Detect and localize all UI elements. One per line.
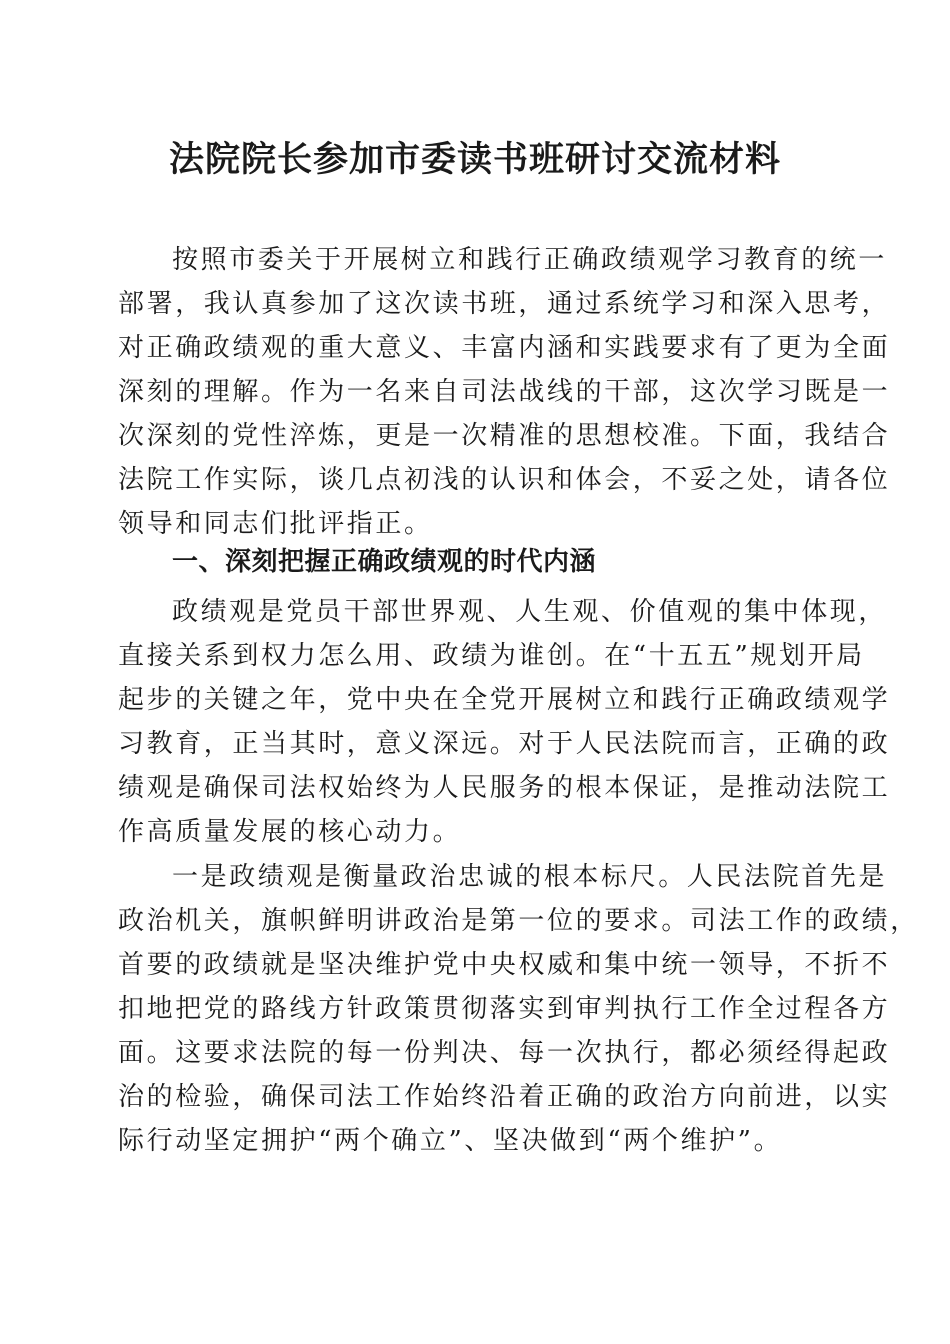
document-title: 法院院长参加市委读书班研讨交流材料 [168, 139, 781, 180]
section-heading-1: 一、深刻把握正确政绩观的时代内涵 [172, 547, 597, 577]
paragraph-intro [118, 238, 891, 546]
paragraph-line: 政绩观是党员干部世界观、人生观、价值观的集中体现， [172, 597, 888, 627]
paragraph-line: 政治机关，旗帜鲜明讲政治是第一位的要求。司法工作的政绩， [118, 906, 919, 936]
paragraph-section-1 [118, 590, 891, 854]
paragraph-line: 首要的政绩就是坚决维护党中央权威和集中统一领导，不折不 [118, 950, 891, 980]
paragraph-line: 直接关系到权力怎么用、政绩为谁创。在“十五五”规划开局 [118, 641, 865, 671]
paragraph-line: 法院工作实际，谈几点初浅的认识和体会，不妥之处，请各位 [118, 465, 891, 495]
paragraph-line: 部署，我认真参加了这次读书班，通过系统学习和深入思考， [118, 289, 891, 319]
paragraph-line: 起步的关键之年，党中央在全党开展树立和践行正确政绩观学 [118, 685, 891, 715]
paragraph-line: 面。这要求法院的每一份判决、每一次执行，都必须经得起政 [118, 1038, 891, 1068]
paragraph-line: 按照市委关于开展树立和践行正确政绩观学习教育的统一 [172, 245, 888, 275]
paragraph-line: 领导和同志们批评指正。 [118, 509, 433, 539]
paragraph-line: 治的检验，确保司法工作始终沿着正确的政治方向前进，以实 [118, 1082, 891, 1112]
paragraph-point-1 [118, 855, 919, 1163]
paragraph-line: 扣地把党的路线方针政策贯彻落实到审判执行工作全过程各方 [118, 994, 891, 1024]
paragraph-line: 作高质量发展的核心动力。 [118, 817, 462, 847]
paragraph-line: 际行动坚定拥护“两个确立”、坚决做到“两个维护”。 [118, 1126, 783, 1156]
paragraph-line: 对正确政绩观的重大意义、丰富内涵和实践要求有了更为全面 [118, 333, 891, 363]
paragraph-line: 次深刻的党性淬炼，更是一次精准的思想校准。下面，我结合 [118, 421, 891, 451]
paragraph-line: 绩观是确保司法权始终为人民服务的根本保证，是推动法院工 [118, 773, 891, 803]
paragraph-line: 深刻的理解。作为一名来自司法战线的干部，这次学习既是一 [118, 377, 891, 407]
paragraph-line: 习教育，正当其时，意义深远。对于人民法院而言，正确的政 [118, 729, 891, 759]
paragraph-line: 一是政绩观是衡量政治忠诚的根本标尺。人民法院首先是 [172, 862, 888, 892]
